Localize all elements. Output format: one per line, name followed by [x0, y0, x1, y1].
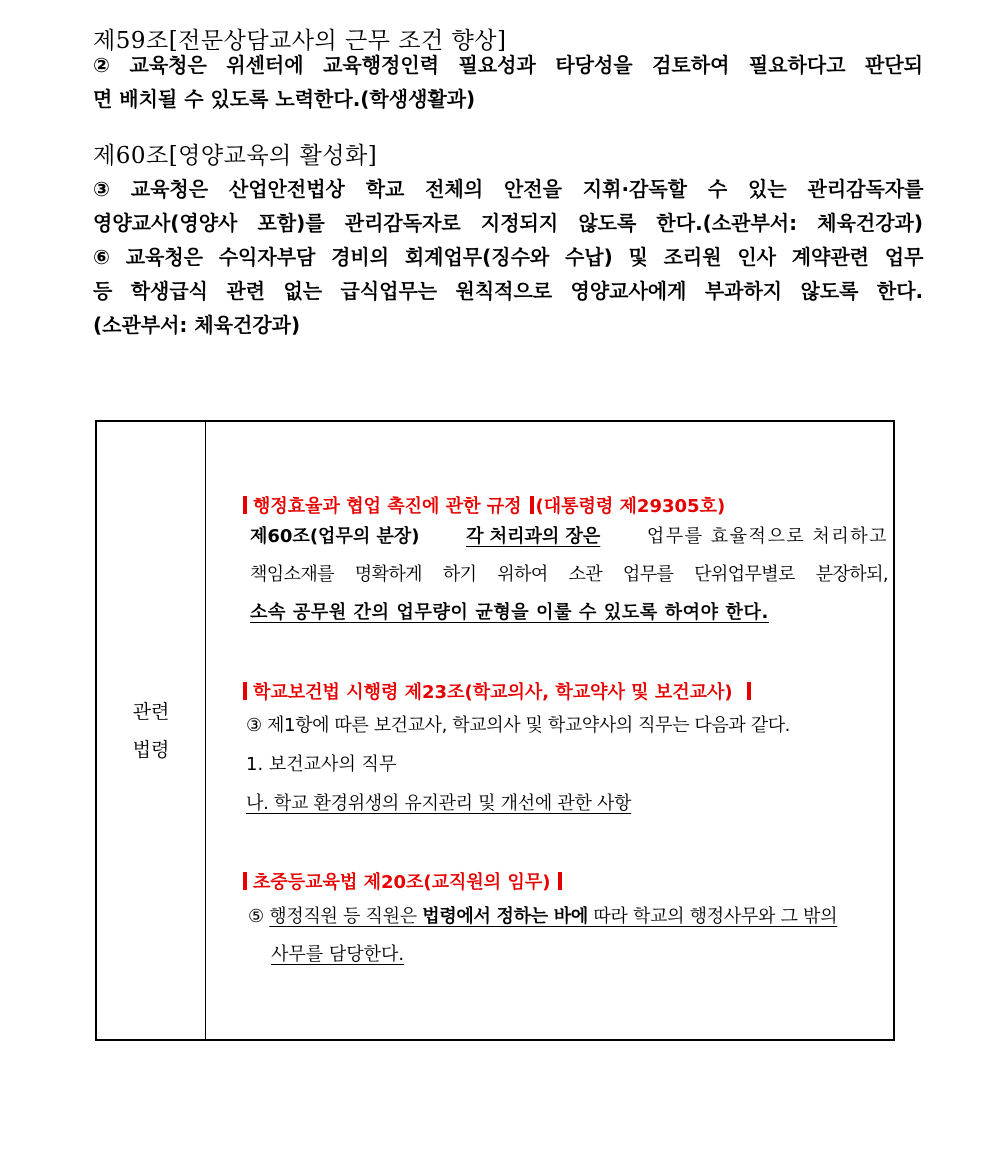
ref3-line1: [248, 902, 837, 932]
ref1-title: [243, 492, 725, 518]
article60-item6-line1: ⑥ 교육청은 수익자부담 경비의 회계업무(징수와 수납) 및 조리원 인사 계약관련 업무: [93, 245, 924, 269]
ref1-line3: 소속 공무원 간의 업무량이 균형을 이룰 수 있도록 하여야 한다.: [250, 602, 769, 623]
ref3-title-name: 초중등교육법 제20조(교직원의 임무): [253, 872, 551, 893]
article60-item6-line2: 등 학생급식 관련 없는 급식업무는 원칙적으로 영양교사에게 부과하지 않도록 한다.: [93, 279, 924, 303]
ref2-title-bar-icon: [747, 682, 751, 700]
ref1-line1-rest: 업무를 효율적으로 처리하고: [646, 526, 888, 547]
table-label-line2: 법령: [132, 738, 170, 761]
ref2-line2: 1. 보건교사의 직무: [246, 754, 397, 775]
article59-item2-line2: 면 배치될 수 있도록 노력한다.(학생생활과): [93, 87, 476, 111]
table-label-line1: 관련: [132, 700, 170, 723]
ref1-subject: 각 처리과의 장은: [466, 526, 601, 547]
ref2-line3: 나. 학교 환경위생의 유지관리 및 개선에 관한 사항: [246, 793, 632, 814]
article60-item6-line3: (소관부서: 체육건강과): [93, 313, 301, 337]
ref3-line1-part1: 행정직원 등 직원은: [269, 906, 423, 927]
table-label-cell: [97, 422, 205, 1039]
ref2-line1: ③ 제1항에 따른 보건교사, 학교의사 및 학교약사의 직무는 다음과 같다.: [246, 715, 791, 736]
ref1-title-decree: (대통령령 제29305호): [535, 496, 726, 517]
article59-heading: 제59조[전문상담교사의 근무 조건 향상]: [93, 28, 507, 54]
related-laws-table: [95, 420, 895, 1041]
ref2-title-name: 학교보건법 시행령 제23조(학교의사, 학교약사 및 보건교사): [253, 682, 733, 703]
ref1-line2: 책임소재를 명확하게 하기 위하여 소관 업무를 단위업무별로 분장하되,: [250, 564, 888, 585]
article60-heading: 제60조[영양교육의 활성화]: [93, 143, 378, 169]
article60-item3-line2: 영양교사(영양사 포함)를 관리감독자로 지정되지 않도록 한다.(소관부서: 체육건강과): [93, 211, 923, 235]
article59-item2-line1: ② 교육청은 위센터에 교육행정인력 필요성과 타당성을 검토하여 필요하다고 판단되: [93, 53, 923, 77]
ref2-title: [243, 678, 751, 704]
article60-item3-line1: ③ 교육청은 산업안전법상 학교 전체의 안전을 지휘·감독할 수 있는 관리감독자를: [93, 177, 924, 201]
ref3-line1-part2: 따라 학교의 행정사무와 그 밖의: [587, 906, 838, 927]
ref3-title-bar-icon: [243, 872, 247, 890]
article59-item2: [93, 48, 923, 116]
ref3-title-bar-icon: [558, 872, 562, 890]
ref1-line1: [250, 522, 888, 552]
ref1-title-bar-icon: [530, 496, 534, 514]
ref1-title-name: 행정효율과 협업 촉진에 관한 규정: [253, 496, 522, 517]
ref3-line1-bold: 법령에서 정하는 바에: [422, 906, 588, 927]
ref3-item-number: ⑤: [248, 906, 270, 927]
ref1-title-bar-icon: [243, 496, 247, 514]
ref3-line2: 사무를 담당한다.: [271, 944, 405, 965]
table-column-divider: [205, 422, 206, 1039]
article60-items: [93, 172, 923, 342]
ref1-article: 제60조(업무의 분장): [250, 526, 420, 547]
ref3-title: [243, 868, 562, 894]
ref2-title-bar-icon: [243, 682, 247, 700]
